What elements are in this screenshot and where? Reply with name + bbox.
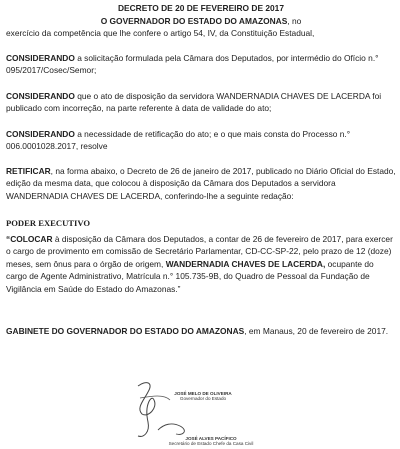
colocar-label: COLOCAR (10, 234, 53, 244)
intro-paragraph: exercício da competência que lhe confere o artigo 54, IV, da Constituição Estadual, (6, 28, 315, 38)
considerando-1-text: a solicitação formulada pela Câmara dos Deputados, por intermédio do Ofício n.° 095/2017/Cosec/Semor; (6, 53, 379, 76)
considerando-3-text: a necessidade de retificação do ato; e o que mais consta do Processo n.° 006.0001028.2017, resolve (6, 129, 351, 152)
considerando-2 (6, 90, 396, 115)
signatory-2 (166, 436, 256, 447)
governor-heading: O GOVERNADOR DO ESTADO DO AMAZONAS (100, 16, 288, 26)
considerando-2-label: CONSIDERANDO (6, 91, 75, 101)
signatory-1 (158, 391, 248, 402)
considerando-2-text: que o ato de disposição da servidora WANDERNADIA CHAVES DE LACERDA foi publicado com incorreção, na parte referente à data de validade do ato; (6, 91, 382, 114)
signatory-2-role: Secretário de Estado Chefe da Casa Civil (168, 441, 254, 447)
gabinete-label: GABINETE DO GOVERNADOR DO ESTADO DO AMAZONAS (6, 326, 245, 336)
retificar-text: , na forma abaixo, o Decreto de 26 de janeiro de 2017, publicado no Diário Oficial do Estado, edição da mesma data, que colocou à disposição da Câmara dos Deputados a servidora WANDERNADIA CHAVES DE LACERDA, conferindo-lhe a seguinte redação: (6, 166, 396, 201)
considerando-3 (6, 128, 396, 153)
decree-title: DECRETO DE 20 DE FEVEREIRO DE 2017 (117, 3, 284, 13)
gabinete-paragraph (6, 325, 396, 337)
signatory-1-role: Governador do Estado (179, 396, 227, 402)
considerando-3-label: CONSIDERANDO (6, 129, 75, 139)
colocar-open-quote: “ (6, 234, 11, 244)
signatory-1-name: JOSÉ MELO DE OLIVEIRA (174, 391, 232, 396)
governor-line (6, 15, 396, 27)
gabinete-text: , em Manaus, 20 de fevereiro de 2017. (244, 326, 389, 336)
retificar-label: RETIFICAR (6, 166, 51, 176)
colocar-text-2: ocupante do cargo de Agente Administrativo, Matrícula n.° 105.735-9B, do Quadro de Pessoal da Fundação de Vigilância em Saúde do Estado do Amazonas.” (6, 258, 374, 294)
signatory-2-name: JOSÉ ALVES PACÍFICO (185, 436, 237, 441)
signature-block (118, 378, 278, 448)
governor-line-rest: , no (287, 16, 302, 26)
considerando-1 (6, 52, 396, 77)
colocar-text-1: à disposição da Câmara dos Deputados, a contar de 26 de fevereiro de 2017, para exercer o cargo de provimento em comissão de Secretário Parlamentar, CD-CC-SP-22, pelo prazo de 12 (doze) meses, sem ônus para o órgão de origem, (6, 234, 393, 269)
retificar-paragraph (6, 165, 396, 202)
poder-executivo-heading: PODER EXECUTIVO (6, 218, 91, 228)
servant-name: WANDERNADIA CHAVES DE LACERDA, (165, 258, 326, 269)
considerando-1-label: CONSIDERANDO (6, 53, 75, 63)
colocar-paragraph (6, 233, 396, 295)
